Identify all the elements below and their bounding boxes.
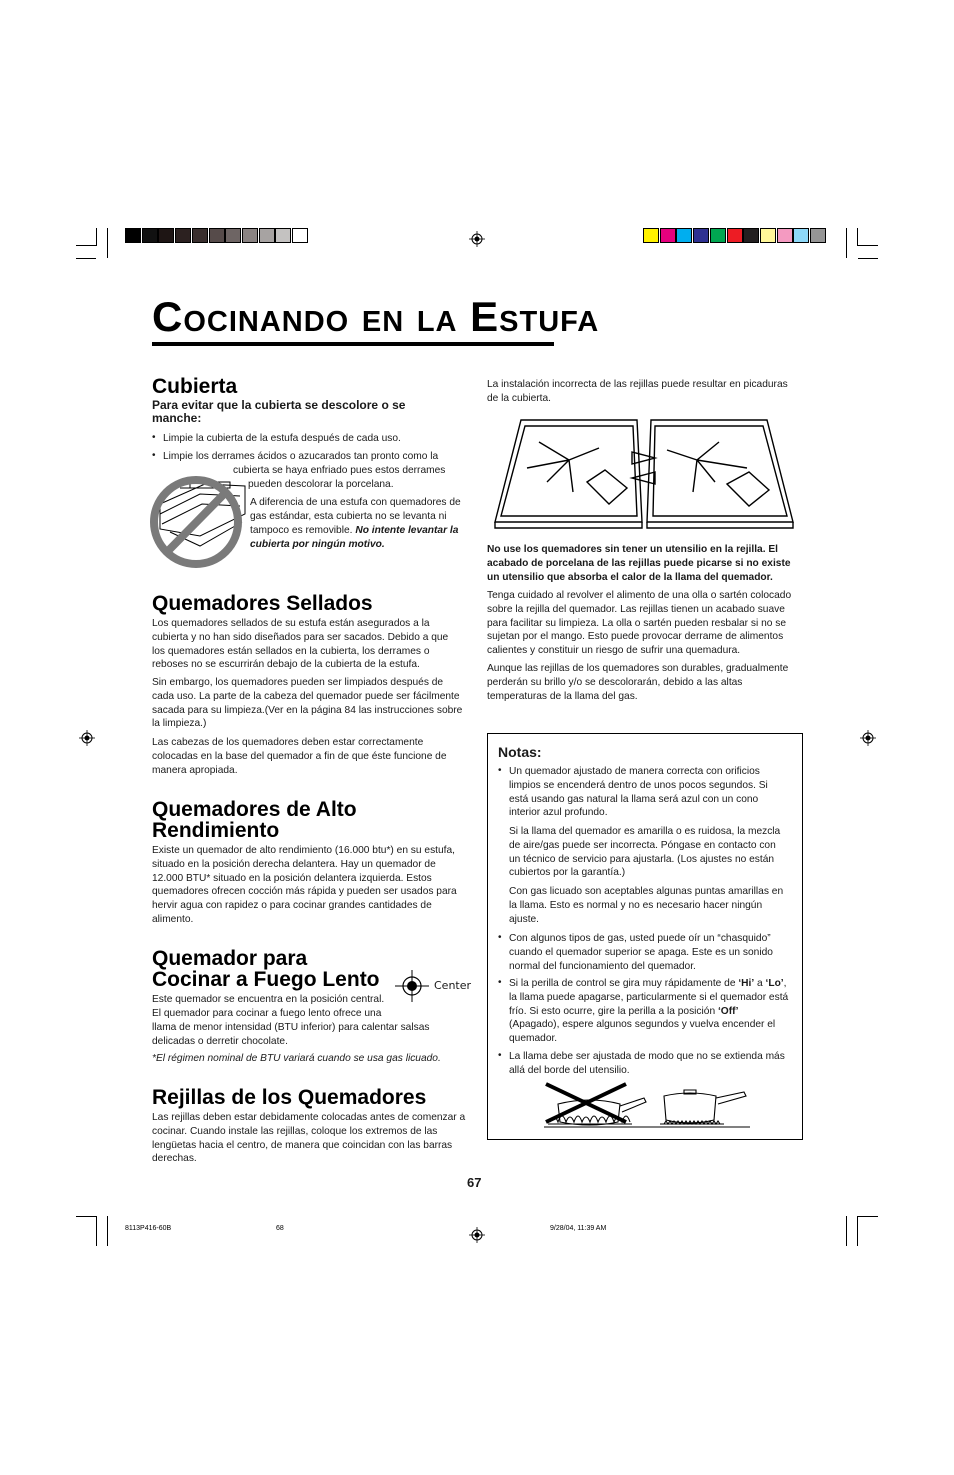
registration-mark-icon — [469, 231, 485, 247]
note-3-lo: ‘Lo’ — [765, 978, 784, 989]
center-label: Center — [434, 979, 472, 992]
heading-fuego-lento-2: Cocinar a Fuego Lento — [152, 968, 380, 991]
footer-job-code: 8113P416-60B — [125, 1225, 172, 1232]
rejillas-intro: La instalación incorrecta de las rejillas puede resultar en picaduras de la cubierta. — [487, 379, 788, 404]
note-3 — [509, 977, 791, 1046]
registration-mark-icon — [79, 730, 95, 746]
heading-quemadores-sellados: Quemadores Sellados — [152, 592, 373, 615]
color-swatch — [275, 228, 291, 243]
note-4: La llama debe ser ajustada de modo que no se extienda más allá del borde del utensilio. — [509, 1051, 785, 1076]
crop-mark — [858, 258, 878, 259]
note-3-c: , la llama puede apagarse, particularmente si el quemador está frío. Si esto ocurre, gire la perilla a la posición — [509, 978, 789, 1017]
crop-mark — [96, 228, 97, 246]
cubierta-bullet-2a: Limpie los derrames ácidos o azucarados tan pronto como la — [163, 451, 439, 462]
crop-mark — [846, 228, 847, 258]
heading-cubierta: Cubierta — [152, 375, 238, 398]
crop-mark — [76, 245, 96, 246]
rejillas-p2: Tenga cuidado al revolver el alimento de una olla o sartén colocado sobre la rejilla del quemador. Las rejillas tienen un acabado suave para facilitar su limpieza. La olla o sartén pueden resbalar si no se sujetan por el mango. Esto puede provocar derrame de alimentos calientes y constituir un riesgo de sufrir una quemadura. — [487, 590, 792, 657]
cubierta-para-3 — [250, 524, 470, 538]
cubierta-para-1: A diferencia de una estufa con quemadores de — [250, 497, 461, 508]
color-swatch — [259, 228, 275, 243]
color-swatch — [793, 228, 809, 243]
cubierta-para-3-warning: No intente levantar la — [355, 525, 459, 536]
color-swatch — [760, 228, 776, 243]
burner-grates-illustration — [487, 412, 799, 532]
footer-sheet-number: 68 — [276, 1225, 284, 1232]
bullet: • — [498, 977, 502, 988]
lento-p1-rest: llama de menor intensidad (BTU inferior) para calentar salsas delicadas o derretir chocolate. — [152, 1022, 430, 1047]
color-swatch — [743, 228, 759, 243]
color-swatch — [643, 228, 659, 243]
rejillas-p1: Las rejillas deben estar debidamente colocadas antes de comenzar a cocinar. Cuando instale las rejillas, coloque los extremos de las lengüetas hacia el centro, de manera que coincidan con las barras derechas. — [152, 1112, 466, 1165]
heading-rejillas: Rejillas de los Quemadores — [152, 1086, 427, 1109]
footer-timestamp: 9/28/04, 11:39 AM — [550, 1225, 607, 1232]
crop-mark — [846, 1216, 847, 1246]
note-2: Con algunos tipos de gas, usted puede oír un “chasquido” cuando el quemador superior se apaga. Este es un sonido normal del funcionamiento del quemador. — [509, 933, 773, 972]
no-lift-cooktop-illustration — [150, 474, 246, 570]
heading-alto-rendimiento-1: Quemadores de Alto — [152, 798, 357, 821]
color-swatch — [727, 228, 743, 243]
color-swatch — [292, 228, 308, 243]
flame-pan-illustration — [540, 1082, 754, 1130]
color-swatch — [660, 228, 676, 243]
color-swatch — [225, 228, 241, 243]
lento-footnote: *El régimen nominal de BTU variará cuando se usa gas licuado. — [152, 1053, 441, 1064]
color-swatch — [777, 228, 793, 243]
color-swatch — [710, 228, 726, 243]
cubierta-bullet-2b: cubierta se haya enfriado pues estos derrames — [233, 465, 446, 476]
note-3-off: ‘Off’ — [717, 1005, 739, 1017]
color-swatch — [676, 228, 692, 243]
sellados-p1: Los quemadores sellados de su estufa están asegurados a la cubierta y no han sido diseñados para ser sacados. Debido a que los quemadores están sellados en la cubierta, los derrames o reboses no se escurrirán debajo de la cubierta de la estufa. — [152, 618, 449, 671]
sellados-p2: Sin embargo, los quemadores pueden ser limpiados después de cada uso. La parte de la cabeza del quemador puede ser fácilmente sacada para su limpieza.(Ver en la página 84 las instrucciones sobre la limpieza.) — [152, 677, 463, 730]
registration-mark-icon — [860, 730, 876, 746]
color-swatch — [209, 228, 225, 243]
crop-mark — [857, 228, 858, 246]
rejillas-p3: Aunque las rejillas de los quemadores son durables, gradualmente perderán su brillo y/o se descolorarán, debido a las altas temperaturas de la llama del gas. — [487, 663, 789, 702]
title-underline — [152, 342, 554, 346]
crop-mark — [76, 1216, 96, 1217]
note-3-d: (Apagado), espere algunos segundos y vuelva encender el quemador. — [509, 1019, 776, 1045]
cubierta-bullet-1: Limpie la cubierta de la estufa después de cada uso. — [163, 433, 401, 444]
lento-p1-line2: El quemador para cocinar a fuego lento ofrece una — [152, 1008, 382, 1019]
bullet: • — [498, 932, 502, 943]
sellados-p3: Las cabezas de los quemadores deben estar correctamente colocadas en la base del quemador a fin de que éste funcione de manera apropiada. — [152, 737, 447, 776]
cubierta-para-2: gas estándar, esta cubierta no se levanta ni — [250, 511, 447, 522]
lento-p1-line1: Este quemador se encuentra en la posición central. — [152, 994, 385, 1005]
note-3-b: a — [754, 978, 766, 989]
note-1c: Con gas licuado son aceptables algunas puntas amarillas en la llama. Esto es normal y no es necesario hacer ningún ajuste. — [509, 886, 784, 925]
crop-mark — [857, 1216, 858, 1246]
page-title: Cocinando en la Estufa — [152, 293, 600, 340]
note-1: Un quemador ajustado de manera correcta con orificios limpios se encenderá dentro de unos pocos segundos. Si está usando gas natural la llama será azul con un cono interior azul profundo. — [509, 766, 768, 819]
note-1b: Si la llama del quemador es amarilla o es ruidosa, la mezcla de aire/gas puede ser incorrecta. Póngase en contacto con un técnico de servicio para ajustarla. (Los ajustes no están cubiertos por la garantía.) — [509, 826, 781, 879]
notes-heading: Notas: — [498, 744, 542, 760]
cubierta-para-3-normal: tampoco es removible. — [250, 525, 353, 536]
color-swatch — [125, 228, 141, 243]
crop-mark — [96, 1216, 97, 1246]
crop-mark — [858, 245, 878, 246]
bullet: • — [152, 432, 156, 443]
heading-alto-rendimiento-2: Rendimiento — [152, 819, 280, 842]
bullet: • — [498, 765, 502, 776]
note-3-hi: ‘Hi’ — [738, 978, 755, 989]
rejillas-warning: No use los quemadores sin tener un utensilio en la rejilla. El acabado de porcelana de las rejillas puede picarse si no existe un utensilio que absorba el calor de la llama del quemador. — [487, 544, 791, 583]
crop-mark — [107, 1216, 108, 1246]
crop-mark — [107, 228, 108, 258]
heading-fuego-lento-1: Quemador para — [152, 947, 308, 970]
cubierta-bullet-2c: pueden descolorar la porcelana. — [248, 479, 394, 490]
registration-mark-icon — [469, 1227, 485, 1243]
color-swatch — [242, 228, 258, 243]
cubierta-subheading: Para evitar que la cubierta se descolore o se manche: — [152, 398, 406, 425]
alto-p1: Existe un quemador de alto rendimiento (16.000 btu*) en su estufa, situado en la posición derecha delantera. Hay un quemador de 12.000 BTU* situado en la posición delantera izquierda. Estos quemadores ofrecen cocción más rápida y pueden ser usados para hervir agua con rapidez o para cocinar grandes cantidades de alimento. — [152, 845, 457, 925]
cubierta-para-4-warning: cubierta por ningún motivo. — [250, 539, 385, 550]
bullet: • — [498, 1050, 502, 1061]
crop-mark — [858, 1216, 878, 1217]
color-swatch — [693, 228, 709, 243]
color-swatch — [192, 228, 208, 243]
color-swatch — [158, 228, 174, 243]
note-3-a: Si la perilla de control se gira muy rápidamente de — [509, 978, 739, 989]
bullet: • — [152, 450, 156, 461]
crop-mark — [76, 258, 96, 259]
color-swatch — [142, 228, 158, 243]
page-number: 67 — [467, 1175, 482, 1190]
color-swatch — [175, 228, 191, 243]
color-swatch — [810, 228, 826, 243]
